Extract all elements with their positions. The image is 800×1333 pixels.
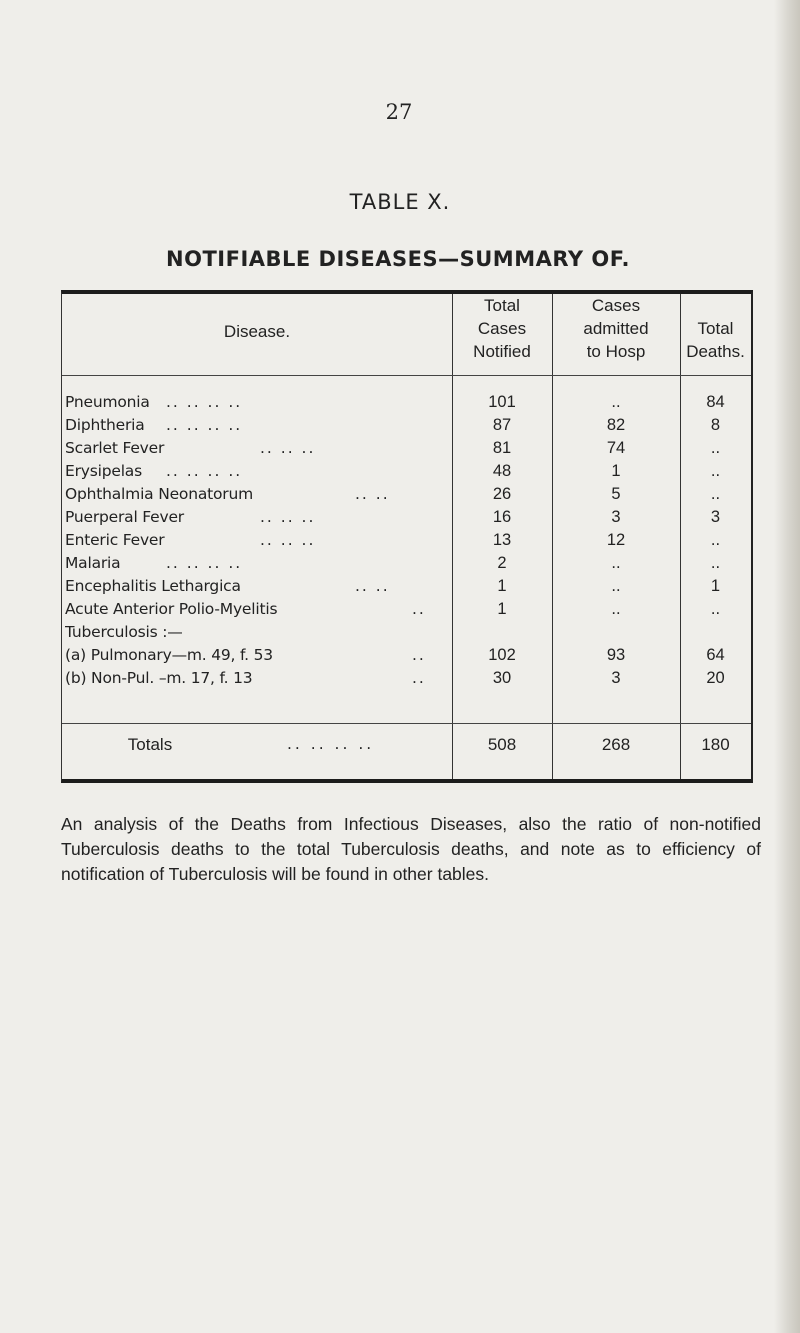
header-cases-notified (452, 294, 552, 363)
table-row (62, 621, 751, 644)
disease-name: Scarlet Fever (65, 439, 165, 457)
table-row (62, 391, 751, 414)
total-deaths: .. (710, 439, 721, 457)
cases-notified: 48 (492, 462, 512, 480)
total-deaths: 20 (706, 669, 725, 687)
cases-admitted: 12 (606, 531, 626, 549)
table-row (62, 506, 751, 529)
disease-name: Pneumonia (65, 393, 150, 411)
cases-admitted: 82 (606, 416, 626, 434)
total-deaths: .. (710, 531, 721, 549)
total-deaths: 3 (710, 508, 721, 526)
dot-leader: .. .. .. .. (166, 416, 243, 434)
table-row (62, 529, 751, 552)
table-row (62, 414, 751, 437)
cases-admitted: 5 (611, 485, 621, 503)
table-label: TABLE X. (349, 190, 451, 214)
disease-name: Tuberculosis :— (65, 623, 183, 641)
header-rule (62, 375, 751, 376)
dot-leader: .. .. (355, 577, 390, 595)
cases-notified: 2 (497, 554, 507, 572)
cases-notified: 87 (492, 416, 512, 434)
disease-name: Acute Anterior Polio-Myelitis (65, 600, 278, 618)
table-row (62, 644, 751, 667)
totals-label: Totals (127, 735, 173, 754)
disease-name: Ophthalmia Neonatorum (65, 485, 253, 503)
header-line: Total (697, 319, 734, 338)
cases-admitted: 3 (611, 508, 621, 526)
table-row (62, 598, 751, 621)
header-total-deaths (680, 317, 751, 363)
cases-admitted: .. (611, 554, 621, 572)
total-deaths: .. (710, 462, 721, 480)
header-disease: Disease. (223, 322, 291, 341)
cases-admitted: .. (611, 393, 621, 411)
totals-admitted: 268 (601, 735, 631, 754)
cases-admitted: .. (611, 600, 621, 618)
header-line: Cases (477, 319, 527, 338)
disease-name: Encephalitis Lethargica (65, 577, 241, 595)
cases-notified: 1 (497, 577, 507, 595)
disease-name: Diphtheria (65, 416, 145, 434)
header-line: Notified (473, 342, 531, 361)
disease-name: Malaria (65, 554, 121, 572)
header-line: Deaths. (686, 342, 745, 361)
total-deaths: .. (710, 600, 721, 618)
cases-admitted: 1 (611, 462, 621, 480)
table-row (62, 552, 751, 575)
summary-table (61, 290, 753, 783)
dot-leader: .. .. .. .. (166, 554, 243, 572)
dot-leader: .. (412, 646, 426, 664)
page-title: NOTIFIABLE DISEASES—SUMMARY OF. (166, 247, 630, 271)
totals-deaths: 180 (701, 735, 730, 754)
page-number: 27 (385, 100, 413, 124)
disease-name: (a) Pulmonary—m. 49, f. 53 (65, 646, 273, 664)
cases-notified: 16 (492, 508, 512, 526)
total-deaths: .. (710, 485, 721, 503)
cases-admitted: .. (611, 577, 621, 595)
totals-notified: 508 (487, 735, 517, 754)
cases-admitted: 93 (606, 646, 626, 664)
dot-leader: .. .. .. (260, 508, 316, 526)
table-row (62, 460, 751, 483)
disease-name: (b) Non-Pul. –m. 17, f. 13 (65, 669, 253, 687)
dot-leader: .. .. .. (260, 531, 316, 549)
dot-leader: .. .. .. (260, 439, 316, 457)
cases-notified: 30 (492, 669, 512, 687)
analysis-note: An analysis of the Deaths from Infectious Diseases, also the ratio of non-notified Tuberculosis deaths to the total Tuberculosis deaths, and note as to efficiency of notification of Tuberculosis will be found in other tables. (61, 813, 761, 884)
dot-leader: .. (412, 600, 426, 618)
table-row (62, 667, 751, 690)
disease-name: Puerperal Fever (65, 508, 184, 526)
header-line: to Hosp (586, 342, 646, 361)
dot-leader: .. .. .. .. (166, 393, 243, 411)
cases-notified: 26 (492, 485, 512, 503)
cases-admitted: 3 (611, 669, 621, 687)
total-deaths: 1 (710, 577, 721, 595)
dot-leader: .. .. (355, 485, 390, 503)
header-cases-admitted (552, 294, 680, 363)
header-line: Total (484, 296, 520, 315)
cases-notified: 13 (492, 531, 512, 549)
cases-admitted: 74 (606, 439, 626, 457)
total-deaths: 64 (706, 646, 725, 664)
cases-notified: 102 (488, 646, 516, 664)
table-row (62, 437, 751, 460)
header-line: admitted (583, 319, 649, 338)
total-deaths: .. (710, 554, 721, 572)
cases-notified: 101 (488, 393, 516, 411)
dot-leader: .. .. .. .. (287, 735, 375, 753)
totals-rule (62, 723, 751, 724)
dot-leader: .. .. .. .. (166, 462, 243, 480)
table-row (62, 575, 751, 598)
cases-notified: 1 (497, 600, 507, 618)
total-deaths: 84 (706, 393, 725, 411)
disease-name: Enteric Fever (65, 531, 165, 549)
total-deaths: 8 (710, 416, 721, 434)
cases-notified: 81 (492, 439, 512, 457)
dot-leader: .. (412, 669, 426, 687)
header-line: Cases (591, 296, 641, 315)
table-row (62, 483, 751, 506)
disease-name: Erysipelas (65, 462, 142, 480)
